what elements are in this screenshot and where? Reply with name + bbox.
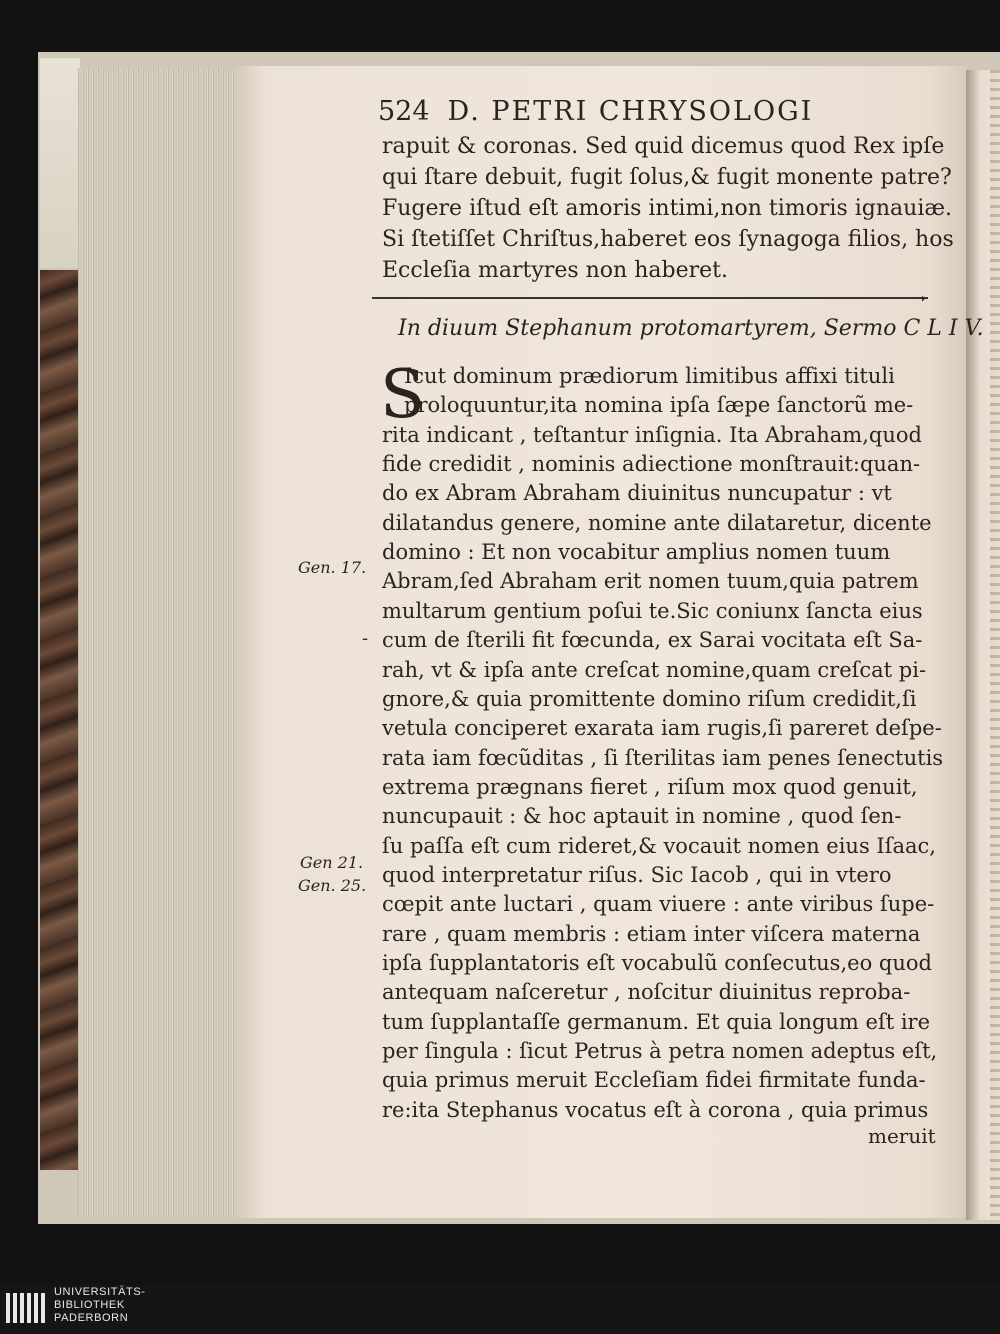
running-header	[378, 96, 813, 127]
sermon-heading: In diuum Stephanum protomartyrem, Sermo C L I V.	[398, 316, 984, 341]
text-line: cœpit ante luctari , quam viuere : ante viribus ſupe-	[382, 892, 935, 917]
text-line: qui ſtare debuit, fugit ſolus,& fugit monente patre?	[382, 165, 952, 190]
text-line: vetula conciperet exarata iam rugis,ſi pareret deſpe-	[382, 716, 942, 741]
library-logo-icon	[4, 1289, 48, 1329]
text-line: per ſingula : ſicut Petrus à petra nomen adeptus eſt,	[382, 1039, 938, 1064]
text-line: tum ſupplantaſſe germanum. Et quia longum eſt ire	[382, 1009, 931, 1034]
text-line: nuncupauit : & hoc aptauit in nomine , quod ſen-	[382, 804, 902, 829]
text-line: rata iam fœcũditas , ſi ſterilitas iam penes ſenectutis	[382, 745, 944, 770]
margin-dash: -	[362, 628, 369, 649]
marbled-cover-edge	[40, 270, 80, 1170]
text-line: quod interpretatur riſus. Sic Iacob , qui in vtero	[382, 862, 892, 887]
text-line: rita indicant , teſtantur inſignia. Ita Abraham,quod	[382, 422, 922, 447]
drop-cap: S	[380, 356, 426, 433]
text-line: rare , quam membris : etiam inter viſcera materna	[382, 921, 921, 946]
text-line: dilatandus genere, nomine ante dilataretur, dicente	[382, 510, 932, 535]
text-line: rapuit & coronas. Sed quid dicemus quod Rex ipſe	[382, 134, 945, 159]
text-line: domino : Et non vocabitur amplius nomen tuum	[382, 540, 891, 565]
text-line: extrema prægnans fieret , riſum mox quod genuit,	[382, 774, 918, 799]
text-line: antequam naſceretur , noſcitur diuinitus reproba-	[382, 980, 911, 1005]
header-title: D. PETRI CHRYSOLOGI	[447, 96, 814, 127]
facing-page-text-bleed	[990, 70, 1000, 1220]
catchword: meruit	[868, 1124, 936, 1148]
margin-note-gen17: Gen. 17.	[298, 558, 367, 577]
text-line: Abram,ſed Abraham erit nomen tuum,quia patrem	[382, 569, 919, 594]
section-rule	[372, 297, 928, 299]
text-line: proloquuntur,ita nomina ipſa ſæpe ſanctorũ me-	[404, 393, 914, 418]
library-name	[54, 1286, 146, 1325]
library-name-line2: BIBLIOTHEK	[54, 1299, 125, 1311]
rule-flourish: ➝	[914, 291, 926, 307]
library-footer	[0, 1285, 1000, 1334]
margin-note-gen25: Gen. 25.	[298, 876, 367, 895]
text-line: gnore,& quia promittente domino riſum credidit,ſi	[382, 686, 917, 711]
text-line: ipſa ſupplantatoris eſt vocabulũ conſecutus,eo quod	[382, 951, 932, 975]
text-line: quia primus meruit Eccleſiam fidei firmitate funda-	[382, 1068, 926, 1093]
text-line: Icut dominum prædiorum limitibus affixi tituli	[404, 364, 895, 388]
library-name-line1: UNIVERSITÄTS-	[54, 1286, 146, 1298]
text-line: ſu paſſa eſt cum rideret,& vocauit nomen eius Iſaac,	[382, 833, 936, 858]
margin-note-gen21: Gen 21.	[300, 853, 364, 872]
cover-endpaper	[40, 58, 80, 268]
text-line: rah, vt & ipſa ante creſcat nomine,quam creſcat pi-	[382, 657, 927, 682]
text-line: Eccleſia martyres non haberet.	[382, 258, 728, 283]
text-line: fide credidit , nominis adiectione monſtrauit:quan-	[382, 452, 921, 477]
text-line: do ex Abram Abraham diuinitus nuncupatur : vt	[382, 481, 892, 506]
text-line: multarum gentium poſui te.Sic coniunx ſancta eius	[382, 598, 923, 623]
text-line: Si ſtetiſſet Chriſtus,haberet eos ſynagoga filios, hos	[382, 227, 954, 252]
page-number: 524	[378, 96, 430, 127]
text-line: cum de ſterili fit fœcunda, ex Sarai vocitata eſt Sa-	[382, 628, 923, 653]
page-edges	[78, 68, 243, 1218]
text-line: Fugere iſtud eſt amoris intimi,non timoris ignauiæ.	[382, 196, 953, 221]
library-name-line3: PADERBORN	[54, 1312, 129, 1324]
text-line: re:ita Stephanus vocatus eſt à corona , quia primus	[382, 1097, 929, 1122]
